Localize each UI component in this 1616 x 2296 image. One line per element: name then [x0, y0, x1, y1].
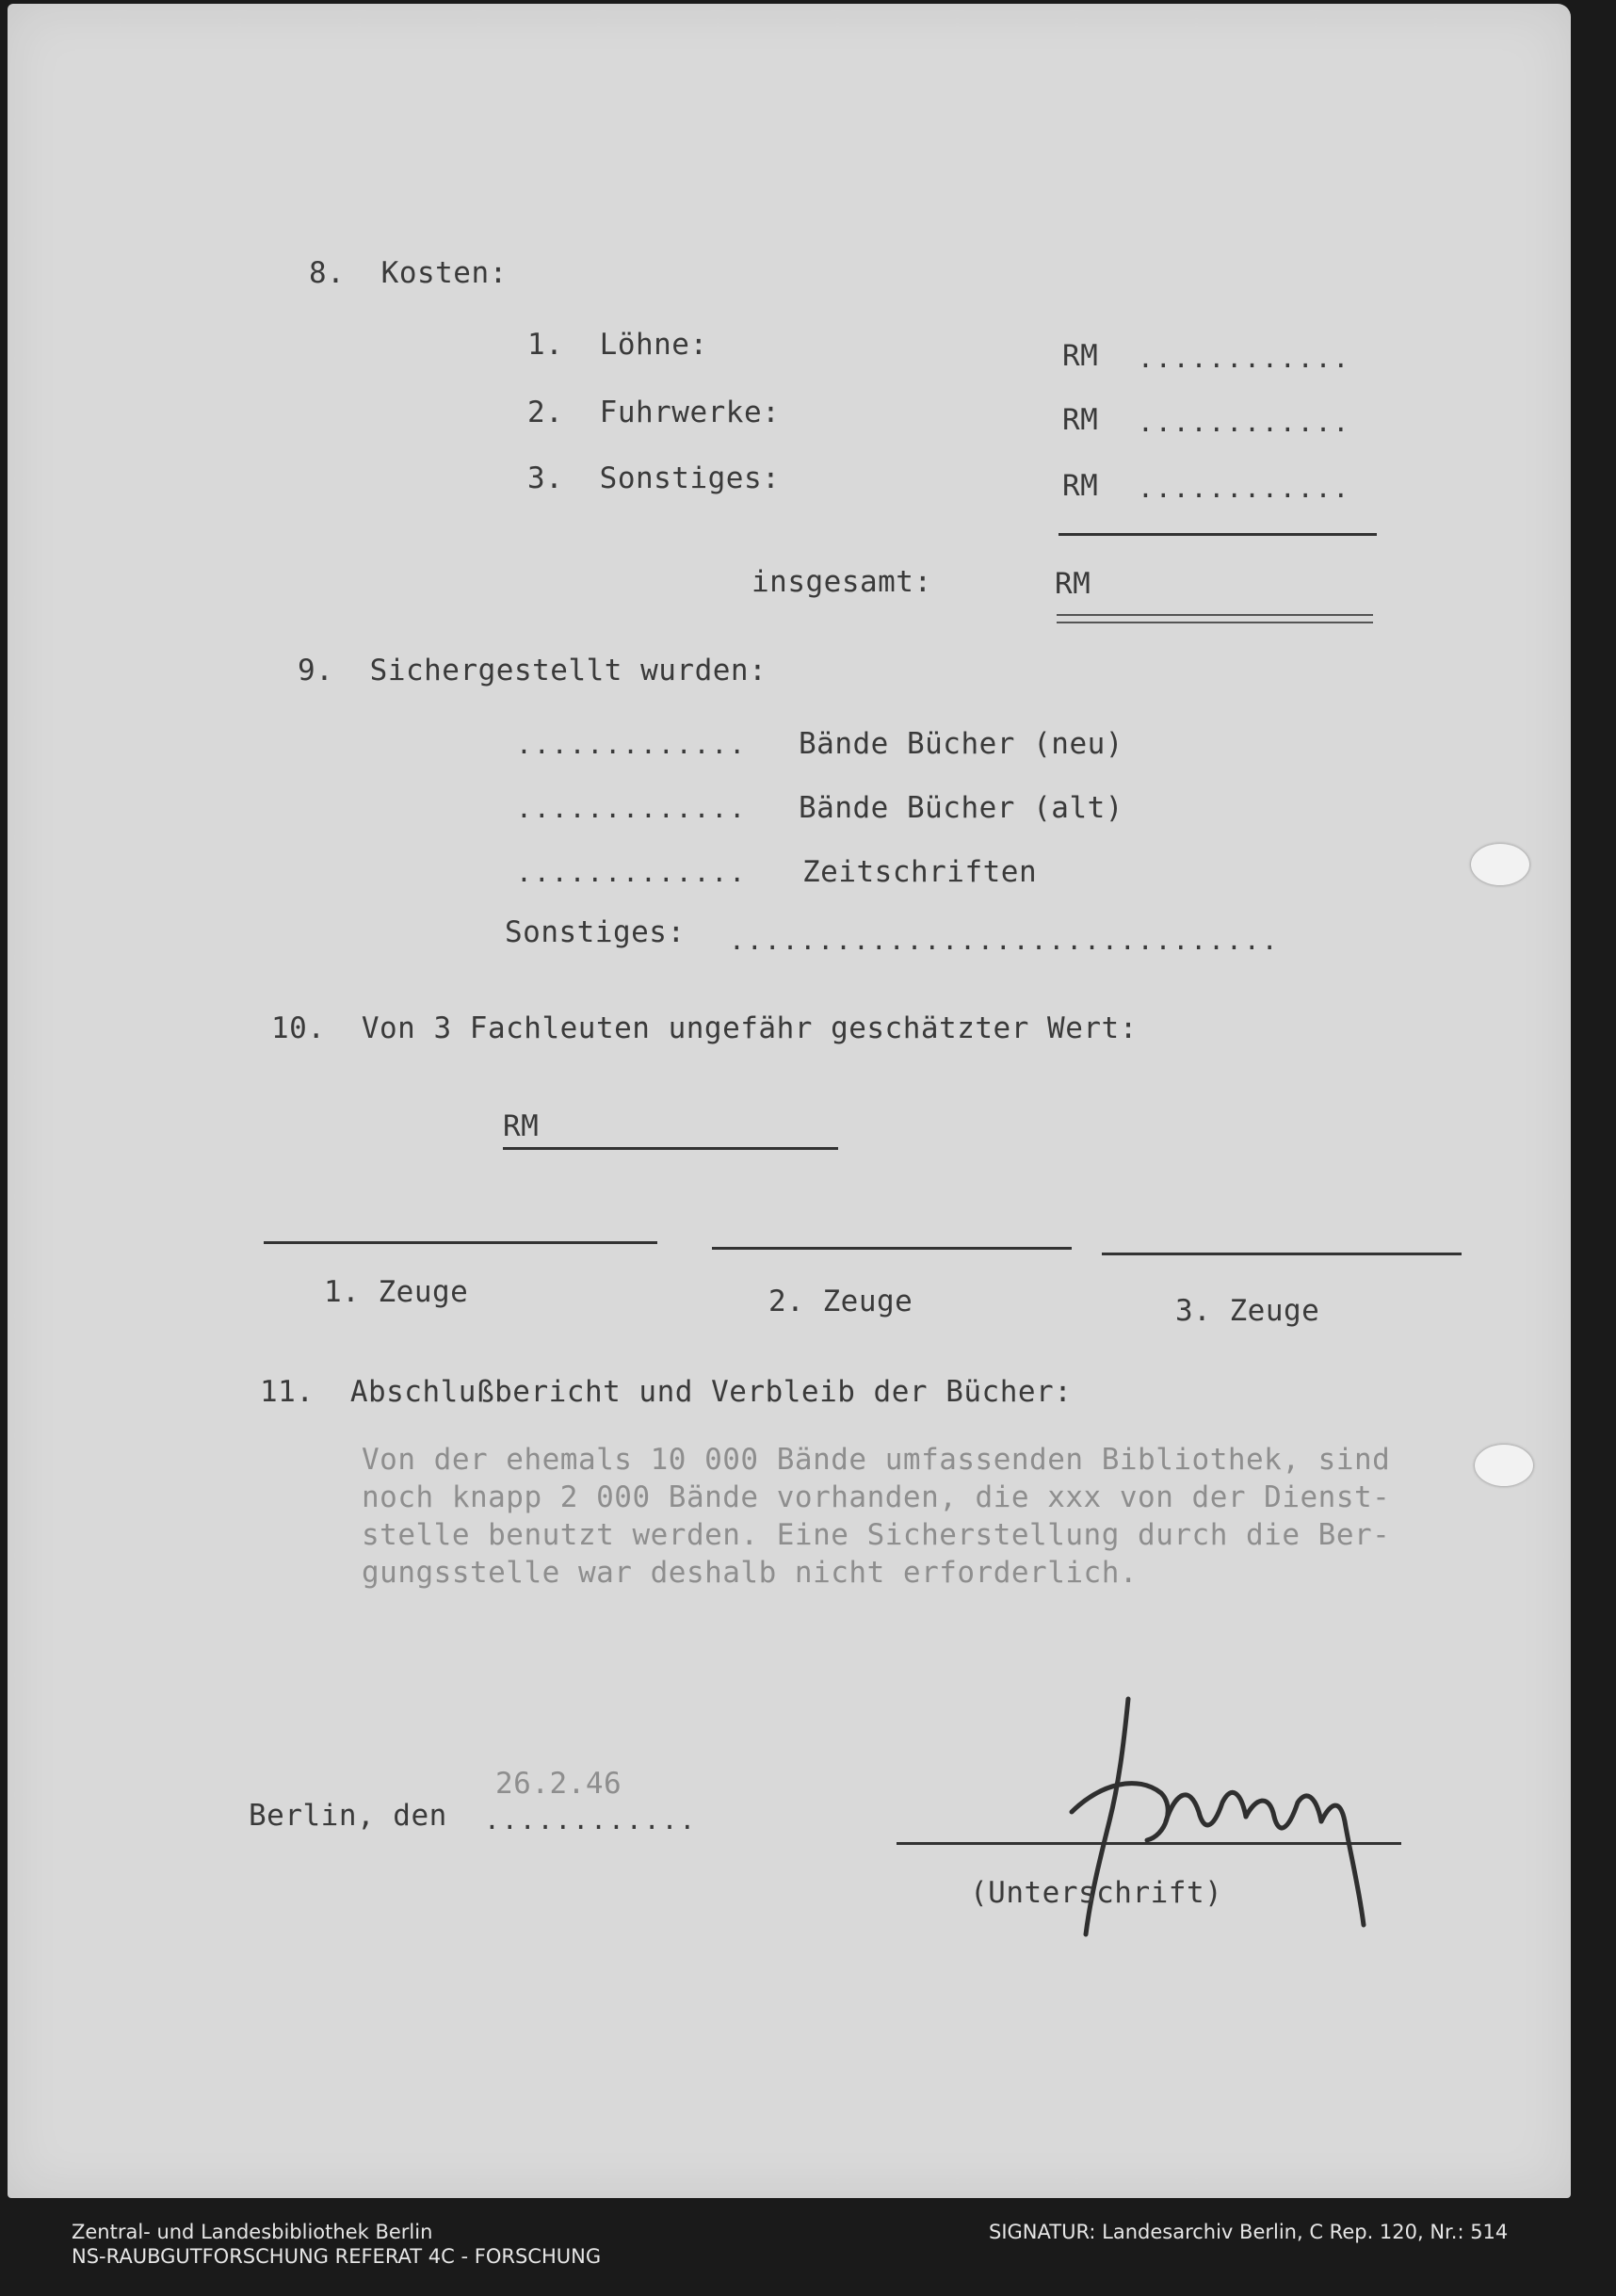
cost-dots-vehicles: ............ — [1138, 407, 1351, 438]
cost-dots-wages: ............ — [1138, 343, 1351, 374]
secured-dots-old: ............. — [516, 793, 748, 824]
secured-row-periodicals: Zeitschriften — [802, 855, 1038, 889]
signature-label: (Unterschrift) — [970, 1876, 1223, 1910]
cost-total-currency: RM — [1055, 567, 1091, 601]
cost-total-double-line — [1057, 614, 1373, 623]
report-line-1: Von der ehemals 10 000 Bände umfassenden Bibliothek, sind — [362, 1443, 1391, 1477]
secured-dots-periodicals: ............. — [516, 857, 748, 888]
report-line-3: stelle benutzt werden. Eine Sicherstellung durch die Ber- — [362, 1518, 1391, 1552]
cost-item-vehicles: 2. Fuhrwerke: — [527, 396, 781, 429]
closing-date-dots: ............ — [484, 1804, 698, 1835]
cost-currency-other: RM — [1062, 469, 1099, 503]
witness-1-line — [264, 1241, 657, 1244]
footer-institution: Zentral- und Landesbibliothek Berlin — [72, 2221, 433, 2243]
cost-currency-wages: RM — [1062, 339, 1099, 373]
secured-row-new: Bände Bücher (neu) — [799, 727, 1123, 761]
cost-dots-other: ............ — [1138, 473, 1351, 504]
secured-other-label: Sonstiges: — [505, 915, 686, 949]
cost-currency-vehicles: RM — [1062, 403, 1099, 437]
report-line-2: noch knapp 2 000 Bände vorhanden, die xxx von der Dienst- — [362, 1480, 1391, 1514]
witness-3-line — [1102, 1253, 1462, 1255]
cost-item-other: 3. Sonstiges: — [527, 461, 781, 495]
closing-place-label: Berlin, den — [249, 1799, 447, 1833]
secured-other-dots: ............................... — [729, 925, 1280, 956]
witness-2-line — [712, 1247, 1072, 1250]
cost-item-wages: 1. Löhne: — [527, 328, 708, 362]
report-line-4: gungsstelle war deshalb nicht erforderlich. — [362, 1556, 1139, 1590]
section-9-heading: 9. Sichergestellt wurden: — [298, 654, 768, 687]
witness-2-label: 2. Zeuge — [768, 1285, 913, 1318]
cost-total-label: insgesamt: — [751, 565, 932, 599]
witness-3-label: 3. Zeuge — [1175, 1294, 1320, 1328]
secured-row-old: Bände Bücher (alt) — [799, 791, 1123, 825]
footer-department: NS-RAUBGUTFORSCHUNG REFERAT 4C - FORSCHUNG — [72, 2245, 602, 2268]
witness-1-label: 1. Zeuge — [324, 1275, 469, 1309]
cost-sum-line — [1058, 533, 1377, 536]
closing-date: 26.2.46 — [495, 1767, 622, 1801]
punch-hole-top — [1471, 844, 1529, 885]
punch-hole-bottom — [1475, 1445, 1533, 1486]
section-8-heading: 8. Kosten: — [309, 256, 508, 290]
document-page — [8, 4, 1571, 2198]
footer-signature-ref: SIGNATUR: Landesarchiv Berlin, C Rep. 120, Nr.: 514 — [989, 2221, 1509, 2243]
value-line — [503, 1147, 838, 1150]
section-10-heading: 10. Von 3 Fachleuten ungefähr geschätzter Wert: — [271, 1011, 1138, 1045]
handwritten-signature — [1034, 1680, 1411, 1963]
secured-dots-new: ............. — [516, 729, 748, 760]
value-currency: RM — [503, 1109, 540, 1143]
section-11-heading: 11. Abschlußbericht und Verbleib der Bücher: — [260, 1375, 1073, 1409]
